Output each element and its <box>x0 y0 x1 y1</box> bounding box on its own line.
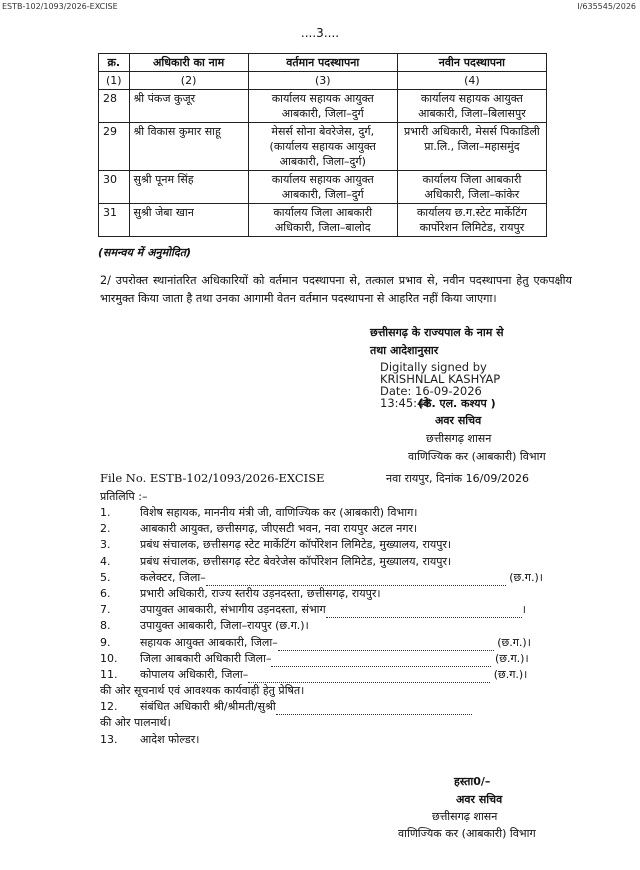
item-text: प्रबंध संचालक, छत्तीसगढ़ स्टेट बेवरेजेस कॉर्पोरेशन लिमिटेड, मुख्यालय, रायपुर। <box>140 554 452 568</box>
digital-signature-line: 13:45:48 <box>380 396 432 410</box>
cell-name: श्री पंकज कुजूर <box>129 90 248 123</box>
item-text-wrap <box>140 651 529 667</box>
transfer-table <box>98 53 547 237</box>
cell-new: कार्यालय छ.ग.स्टेट मार्केटिंग कार्पोरेशन लिमिटेड, रायपुर <box>397 204 546 237</box>
cell-new: कार्यालय सहायक आयुक्त आबकारी, जिला–बिलासपुर <box>397 90 546 123</box>
blank-fill-line <box>248 672 490 683</box>
list-item <box>100 570 580 586</box>
item-number: 10. <box>100 651 118 665</box>
list-item <box>100 732 580 748</box>
col-number: (2) <box>129 72 248 90</box>
item-number: 13. <box>100 732 118 746</box>
item-text: उपायुक्त आबकारी, जिला–रायपुर (छ.ग.)। <box>140 619 309 633</box>
signer-department: वाणिज्यिक कर (आबकारी) विभाग <box>408 450 546 463</box>
order-date: नवा रायपुर, दिनांक 16/09/2026 <box>386 472 530 485</box>
blank-fill-line <box>326 607 522 618</box>
col-number: (4) <box>397 72 546 90</box>
footer-department: वाणिज्यिक कर (आबकारी) विभाग <box>398 827 536 840</box>
item-text-wrap <box>140 602 526 618</box>
table-row <box>99 90 547 123</box>
copy-list <box>100 505 580 748</box>
list-item <box>100 667 580 683</box>
table-number-row <box>99 72 547 90</box>
cell-name: श्री विकास कुमार साहू <box>129 123 248 171</box>
list-item <box>100 505 580 521</box>
list-item <box>100 537 580 553</box>
item-text: उपायुक्त आबकारी, संभागीय उड़नदस्ता, संभाग <box>140 603 326 617</box>
footer-govt: छत्तीसगढ़ शासन <box>432 810 498 823</box>
table-header-row <box>99 54 547 72</box>
item-number: 1. <box>100 506 111 519</box>
copies-tail: की ओर सूचनार्थ एवं आवश्यक कार्यवाही हेतु प्रेषित। <box>100 684 305 698</box>
item-suffix: (छ.ग.)। <box>509 570 543 584</box>
item-text-wrap <box>140 699 472 715</box>
item-number: 8. <box>100 619 111 633</box>
governor-line-2: तथा आदेशानुसार <box>370 344 439 357</box>
table-row <box>99 123 547 171</box>
item-number: 9. <box>100 635 111 649</box>
table-row <box>99 204 547 237</box>
item-number: 12. <box>100 700 118 714</box>
item-suffix: । <box>521 603 526 617</box>
signer-govt: छत्तीसगढ़ शासन <box>426 432 492 445</box>
col-header-current: वर्तमान पदस्थापना <box>248 54 397 72</box>
digital-signature-line: Date: 16-09-2026 <box>380 384 482 398</box>
signer-title: अवर सचिव <box>435 414 482 427</box>
col-header-sn: क्र. <box>99 54 130 72</box>
col-header-name: अधिकारी का नाम <box>129 54 248 72</box>
file-number: File No. ESTB-102/1093/2026-EXCISE <box>100 471 325 485</box>
signer-name: (के. एल. कश्यप ) <box>418 397 496 410</box>
item-text: प्रबंध संचालक, छत्तीसगढ़ स्टेट मार्केटिंग कॉर्पोरेशन लिमिटेड, मुख्यालय, रायपुर। <box>140 538 452 552</box>
item-suffix: (छ.ग.)। <box>497 635 531 649</box>
governor-order-block <box>370 324 590 360</box>
col-number: (3) <box>248 72 397 90</box>
cell-current: कार्यालय सहायक आयुक्त आबकारी, जिला–दुर्ग <box>248 90 397 123</box>
page-number: ....3.... <box>300 26 340 40</box>
blank-fill-line <box>271 656 491 667</box>
cell-sn: 29 <box>99 123 130 171</box>
list-item <box>100 699 580 715</box>
item-text: संबंधित अधिकारी श्री/श्रीमती/सुश्री <box>140 700 276 714</box>
cell-sn: 28 <box>99 90 130 123</box>
item-text: कोपालय अधिकारी, जिला– <box>140 667 249 681</box>
footer-signature: हस्ता0/– <box>454 775 491 788</box>
list-item <box>100 635 580 651</box>
item-suffix: (छ.ग.)। <box>494 651 529 665</box>
item-text: आदेश फोल्डर। <box>140 732 200 746</box>
cell-new: कार्यालय जिला आबकारी अधिकारी, जिला–कांकेर <box>397 171 546 204</box>
item-text-wrap <box>140 667 527 683</box>
item-number: 4. <box>100 554 111 568</box>
cell-current: मेसर्स सोना बेवरेजेस, दुर्ग, (कार्यालय सहायक आयुक्त आबकारी, जिला–दुर्ग) <box>248 123 397 171</box>
cell-name: सुश्री जेबा खान <box>129 204 248 237</box>
item-number: 3. <box>100 538 111 552</box>
governor-line-1: छत्तीसगढ़ के राज्यपाल के नाम से <box>370 326 504 339</box>
cell-current: कार्यालय सहायक आयुक्त आबकारी, जिला–दुर्ग <box>248 171 397 204</box>
digital-signature-line: Digitally signed by <box>380 360 487 374</box>
item-text: आबकारी आयुक्त, छत्तीसगढ़, जीएसटी भवन, नवा रायपुर अटल नगर। <box>140 522 418 536</box>
coordination-note: (समन्वय में अनुमोदित) <box>98 246 191 259</box>
footer-title: अवर सचिव <box>456 793 503 806</box>
item-text: सहायक आयुक्त आबकारी, जिला– <box>140 635 278 649</box>
cell-name: सुश्री पूनम सिंह <box>129 171 248 204</box>
item-suffix: (छ.ग.)। <box>493 667 528 681</box>
col-header-new: नवीन पदस्थापना <box>397 54 546 72</box>
digital-signature-line: KRISHNLAL KASHYAP <box>380 372 501 386</box>
item-number: 11. <box>100 667 118 681</box>
cell-sn: 31 <box>99 204 130 237</box>
item-text: विशेष सहायक, माननीय मंत्री जी, वाणिज्यिक कर (आबकारी) विभाग। <box>140 506 418 519</box>
cell-current: कार्यालय जिला आबकारी अधिकारी, जिला–बालोद <box>248 204 397 237</box>
header-file-ref: ESTB-102/1093/2026-EXCISE <box>2 2 118 11</box>
list-item <box>100 651 580 667</box>
copy-to-heading: प्रतिलिपि :– <box>100 490 148 503</box>
col-number: (1) <box>99 72 130 90</box>
item-text: जिला आबकारी अधिकारी जिला– <box>140 651 272 665</box>
header-receipt-ref: I/635545/2026 <box>577 2 636 11</box>
cell-new: प्रभारी अधिकारी, मेसर्स पिकाडिली प्रा.लि., जिला–महासमुंद <box>397 123 546 171</box>
item-number: 6. <box>100 586 111 600</box>
table-row <box>99 171 547 204</box>
item-number: 7. <box>100 603 111 617</box>
list-item <box>100 521 580 537</box>
order-paragraph: 2/ उपरोक्त स्थानांतरित अधिकारियों को वर्तमान पदस्थापना से, तत्काल प्रभाव से, नवीन पदस्थापना हेतु एकपक्षीय भारमुक्त किया जाता है तथा उनका आगामी वेतन वर्तमान पदस्थापना से आहरित नहीं किया जाएगा। <box>100 274 572 305</box>
item-text: प्रभारी अधिकारी, राज्य स्तरीय उड़नदस्ता, छत्तीसगढ़, रायपुर। <box>140 586 381 600</box>
item-text-wrap <box>140 635 531 651</box>
item-text: कलेक्टर, जिला– <box>140 570 206 584</box>
item-text-wrap <box>140 570 543 586</box>
item12-tail: की ओर पालनार्थ। <box>100 716 171 730</box>
blank-fill-line <box>278 640 494 651</box>
blank-fill-line <box>276 704 472 715</box>
cell-sn: 30 <box>99 171 130 204</box>
list-item <box>100 554 580 570</box>
item-number: 2. <box>100 522 111 536</box>
list-item <box>100 618 580 634</box>
blank-fill-line <box>206 575 506 586</box>
list-item <box>100 602 580 618</box>
list-item <box>100 586 580 602</box>
item-number: 5. <box>100 570 111 584</box>
